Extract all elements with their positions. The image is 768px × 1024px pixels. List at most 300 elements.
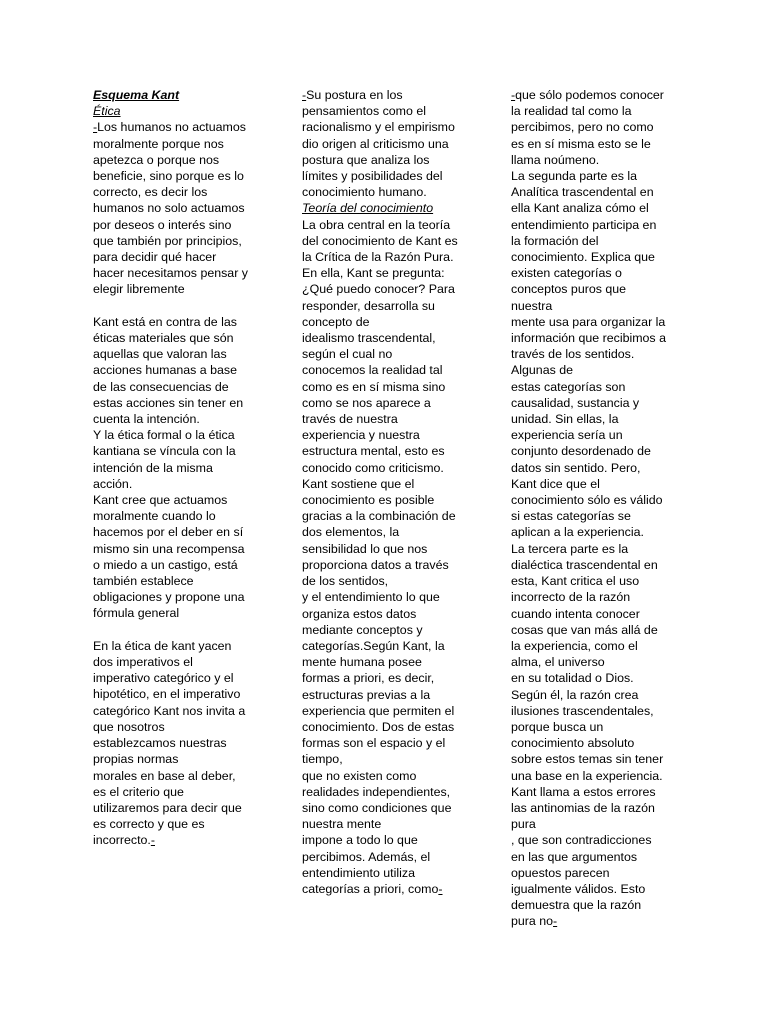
line-text: conocimiento sólo es válido (511, 493, 663, 508)
text-line (93, 751, 268, 767)
line-text: humanos no solo actuamos (93, 201, 245, 216)
line-text: organiza estos datos (302, 606, 417, 621)
line-text: moralmente cuando lo (93, 509, 216, 524)
text-line (302, 622, 477, 638)
text-line (93, 816, 268, 832)
line-text: morales en base al deber, (93, 768, 236, 783)
line-text: acciones humanas a base (93, 363, 237, 378)
text-line (302, 687, 477, 703)
line-text: Y la ética formal o la ética (93, 428, 235, 443)
line-text: mente humana posee (302, 655, 422, 670)
line-text: Su postura en los (306, 88, 403, 102)
line-text: dos elementos, la (302, 525, 400, 540)
text-line (511, 638, 686, 654)
text-line (511, 849, 686, 865)
text-line (93, 508, 268, 524)
text-line (302, 314, 477, 330)
text-line (302, 589, 477, 605)
dash-mark: - (302, 88, 307, 102)
line-text: estas acciones sin tener en (93, 395, 244, 410)
line-text: aquellas que valoran las (93, 347, 227, 362)
line-text: realidades independientes, (302, 784, 451, 799)
text-line (511, 670, 686, 686)
text-line (511, 330, 686, 346)
line-text: utilizaremos para decir que (93, 800, 242, 815)
text-line (93, 379, 268, 395)
line-text: es en sí misma esto se le (511, 136, 651, 151)
line-text: límites y posibilidades del (302, 169, 443, 184)
line-text: formas son el espacio y el (302, 736, 446, 751)
line-text: conjunto desordenado de (511, 444, 651, 459)
text-line (93, 265, 268, 281)
line-text: Ética (93, 104, 121, 119)
dash-mark: - (511, 88, 516, 102)
text-line (302, 362, 477, 378)
line-text: cosas que van más allá de (511, 622, 658, 637)
line-text: Algunas de (511, 363, 574, 378)
text-line (511, 233, 686, 249)
line-text: La tercera parte es la (511, 541, 629, 556)
line-text: pensamientos como el (302, 104, 426, 119)
line-text: percibimos. Además, el (302, 849, 431, 864)
column-teoria-conocimiento (302, 87, 477, 897)
text-line (511, 524, 686, 540)
line-text: través de nuestra (302, 412, 398, 427)
text-line (93, 152, 268, 168)
section-heading (93, 103, 268, 119)
line-text: Kant está en contra de las (93, 314, 237, 329)
line-text: aplican a la experiencia. (511, 525, 644, 540)
text-line (511, 443, 686, 459)
line-text: también establece (93, 574, 194, 589)
text-line (511, 719, 686, 735)
line-text: del conocimiento de Kant es (302, 233, 458, 248)
line-text: gracias a la combinación de (302, 509, 456, 524)
text-line (302, 541, 477, 557)
text-line (93, 557, 268, 573)
text-line (511, 427, 686, 443)
text-line (511, 249, 686, 265)
text-line (93, 589, 268, 605)
line-text: las antinomias de la razón (511, 800, 655, 815)
line-text: hipotético, en el imperativo (93, 687, 241, 702)
line-text: tiempo, (302, 752, 343, 767)
text-line (302, 719, 477, 735)
text-line (302, 87, 477, 103)
text-line (93, 832, 268, 848)
text-line (511, 152, 686, 168)
section-heading (302, 200, 477, 216)
line-text: en las que argumentos (511, 849, 638, 864)
text-line (93, 184, 268, 200)
line-text: experiencia que permiten el (302, 703, 455, 718)
line-text: Kant sostiene que el (302, 476, 415, 491)
text-line (93, 249, 268, 265)
text-line (302, 508, 477, 524)
line-text: categórico Kant nos invita a (93, 703, 246, 718)
text-line (93, 735, 268, 751)
text-line (302, 492, 477, 508)
dash-mark: - (150, 833, 155, 848)
text-line (511, 606, 686, 622)
line-text: racionalismo y el empirismo (302, 120, 455, 135)
text-line (511, 784, 686, 800)
line-text: entendimiento participa en (511, 217, 657, 232)
text-line (302, 233, 477, 249)
line-text: categorías a priori, como (302, 881, 439, 896)
text-line (302, 881, 477, 897)
line-text: cuenta la intención. (93, 412, 200, 427)
line-text: Kant llama a estos errores (511, 784, 656, 799)
text-line (93, 784, 268, 800)
text-line (93, 605, 268, 621)
text-line (93, 217, 268, 233)
text-line (511, 395, 686, 411)
text-line (93, 281, 268, 297)
line-text: mente usa para organizar la (511, 314, 666, 329)
text-line (93, 362, 268, 378)
text-line (302, 751, 477, 767)
text-line (511, 573, 686, 589)
line-text: mismo sin una recompensa (93, 541, 245, 556)
line-text: de las consecuencias de (93, 379, 229, 394)
line-text: cuando intenta conocer (511, 606, 640, 621)
text-line (93, 460, 268, 476)
line-text: apetezca o porque nos (93, 152, 220, 167)
line-text: demuestra que la razón (511, 898, 642, 913)
text-line (511, 735, 686, 751)
text-line (302, 395, 477, 411)
text-line (302, 411, 477, 427)
line-text: estructura mental, esto es (302, 444, 445, 459)
line-text: Teoría del conocimiento (302, 201, 434, 216)
line-text: la formación del (511, 233, 599, 248)
text-line (511, 314, 686, 330)
text-line (93, 395, 268, 411)
text-line (302, 476, 477, 492)
text-line (302, 670, 477, 686)
line-text: Analítica trascendental en (511, 185, 654, 200)
line-text: si estas categorías se (511, 509, 631, 524)
line-text: Kant dice que el (511, 476, 600, 491)
text-line (302, 606, 477, 622)
line-text: Kant cree que actuamos (93, 493, 228, 508)
blank-line (93, 298, 268, 314)
line-text: sino como condiciones que (302, 800, 452, 815)
text-line (511, 881, 686, 897)
line-text: existen categorías o (511, 266, 622, 281)
text-line (302, 735, 477, 751)
text-line (511, 816, 686, 832)
line-text: una base en la experiencia. (511, 768, 663, 783)
text-line (93, 330, 268, 346)
text-line (511, 379, 686, 395)
text-line (511, 492, 686, 508)
text-line (302, 249, 477, 265)
line-text: correcto, es decir los (93, 185, 208, 200)
line-text: conocemos la realidad tal (302, 363, 443, 378)
line-text: incorrecto. (93, 833, 151, 848)
line-text: dos imperativos el (93, 655, 193, 670)
text-line (511, 865, 686, 881)
text-line (511, 217, 686, 233)
text-line (511, 622, 686, 638)
line-text: , que son contradicciones (511, 833, 652, 848)
line-text: formas a priori, es decir, (302, 671, 435, 686)
line-text: kantiana se víncula con la (93, 444, 236, 459)
dash-mark: - (553, 914, 558, 929)
line-text: opuestos parecen (511, 865, 610, 880)
line-text: ella Kant analiza cómo el (511, 201, 649, 216)
line-text: hacemos por el deber en sí (93, 525, 244, 540)
line-text: elegir libremente (93, 282, 185, 297)
line-text: conocido como criticismo. (302, 460, 444, 475)
line-text: entendimiento utiliza (302, 865, 415, 880)
text-line (93, 670, 268, 686)
text-line (93, 119, 268, 135)
text-line (93, 719, 268, 735)
line-text: según el cual no (302, 347, 393, 362)
text-line (302, 184, 477, 200)
text-line (511, 541, 686, 557)
text-line (302, 638, 477, 654)
line-text: En la ética de kant yacen (93, 638, 232, 653)
text-line (93, 443, 268, 459)
line-text: o miedo a un castigo, está (93, 557, 238, 572)
line-text: establezcamos nuestras (93, 736, 227, 751)
line-text: llama noúmeno. (511, 152, 600, 167)
line-text: pura (511, 817, 536, 832)
line-text: experiencia sería un (511, 428, 623, 443)
line-text: conocimiento humano. (302, 185, 427, 200)
text-line (93, 411, 268, 427)
line-text: beneficie, sino porque es lo (93, 169, 244, 184)
line-text: moralmente porque nos (93, 136, 224, 151)
line-text: conocimiento absoluto (511, 736, 635, 751)
line-text: como es en sí misma sino (302, 379, 446, 394)
line-text: éticas materiales que són (93, 331, 234, 346)
line-text: la experiencia, como el (511, 638, 638, 653)
text-line (511, 265, 686, 281)
text-line (511, 557, 686, 573)
text-line (93, 654, 268, 670)
text-line (511, 119, 686, 135)
line-text: como se nos aparece a (302, 395, 431, 410)
text-line (93, 427, 268, 443)
line-text: acción. (93, 476, 133, 491)
line-text: que no existen como (302, 768, 417, 783)
line-text: es el criterio que (93, 784, 184, 799)
text-line (511, 687, 686, 703)
text-line (93, 768, 268, 784)
text-line (302, 281, 477, 297)
text-line (302, 103, 477, 119)
line-text: incorrecto de la razón (511, 590, 631, 605)
line-text: unidad. Sin ellas, la (511, 412, 619, 427)
text-line (93, 800, 268, 816)
text-line (93, 314, 268, 330)
text-line (511, 411, 686, 427)
text-line (511, 476, 686, 492)
text-line (302, 654, 477, 670)
text-line (511, 298, 686, 314)
text-line (93, 233, 268, 249)
line-text: experiencia y nuestra (302, 428, 420, 443)
line-text: igualmente válidos. Esto (511, 881, 646, 896)
line-text: concepto de (302, 314, 370, 329)
column-partes-critica (511, 87, 686, 930)
line-text: ¿Qué puedo conocer? Para (302, 282, 455, 297)
text-line (93, 573, 268, 589)
text-line (302, 849, 477, 865)
line-text: alma, el universo (511, 655, 605, 670)
text-line (511, 589, 686, 605)
text-line (93, 168, 268, 184)
text-line (302, 346, 477, 362)
text-line (93, 200, 268, 216)
text-line (511, 913, 686, 929)
line-text: conceptos puros que (511, 282, 627, 297)
line-text: estructuras previas a la (302, 687, 431, 702)
line-text: proporciona datos a través (302, 557, 449, 572)
text-line (93, 492, 268, 508)
line-text: conocimiento. Dos de estas (302, 719, 455, 734)
line-text: datos sin sentido. Pero, (511, 460, 641, 475)
line-text: información que recibimos a (511, 331, 666, 346)
text-line (302, 443, 477, 459)
line-text: estas categorías son (511, 379, 626, 394)
text-line (302, 379, 477, 395)
blank-line (93, 622, 268, 638)
text-line (93, 541, 268, 557)
line-text: en su totalidad o Dios. (511, 671, 634, 686)
text-line (302, 136, 477, 152)
line-text: la Crítica de la Razón Pura. (302, 250, 454, 265)
line-text: sobre estos temas sin tener (511, 752, 664, 767)
line-text: dio origen al criticismo una (302, 136, 449, 151)
text-line (302, 784, 477, 800)
line-text: imperativo categórico y el (93, 671, 234, 686)
text-line (302, 800, 477, 816)
text-line (302, 703, 477, 719)
line-text: conocimiento es posible (302, 493, 435, 508)
line-text: intención de la misma (93, 460, 213, 475)
text-line (511, 136, 686, 152)
line-text: La segunda parte es la (511, 169, 638, 184)
text-line (302, 865, 477, 881)
line-text: obligaciones y propone una (93, 590, 245, 605)
text-line (511, 281, 686, 297)
line-text: nuestra (511, 298, 553, 313)
text-line (511, 184, 686, 200)
line-text: la realidad tal como la (511, 104, 632, 119)
text-line (93, 524, 268, 540)
text-line (302, 573, 477, 589)
line-text: pura no (511, 914, 554, 929)
dash-mark: - (93, 120, 98, 135)
text-line (511, 800, 686, 816)
text-line (302, 816, 477, 832)
text-line (511, 897, 686, 913)
text-line (93, 686, 268, 702)
line-text: dialéctica trascendental en (511, 557, 658, 572)
text-line (511, 751, 686, 767)
text-line (93, 346, 268, 362)
text-line (511, 168, 686, 184)
text-line (93, 136, 268, 152)
line-text: postura que analiza los (302, 152, 430, 167)
line-text: nuestra mente (302, 817, 382, 832)
text-line (302, 119, 477, 135)
text-line (302, 427, 477, 443)
text-line (511, 703, 686, 719)
line-text: por deseos o interés sino (93, 217, 232, 232)
text-line (302, 152, 477, 168)
line-text: causalidad, sustancia y (511, 395, 640, 410)
line-text: fórmula general (93, 606, 180, 621)
line-text: que sólo podemos conocer (515, 88, 664, 102)
text-line (302, 832, 477, 848)
text-line (511, 87, 686, 103)
line-text: través de los sentidos. (511, 347, 635, 362)
line-text: categorías.Según Kant, la (302, 638, 445, 653)
text-line (511, 460, 686, 476)
line-text: que nosotros (93, 719, 165, 734)
line-text: idealismo trascendental, (302, 331, 436, 346)
text-line (302, 330, 477, 346)
text-line (302, 460, 477, 476)
text-line (93, 703, 268, 719)
line-text: es correcto y que es (93, 817, 205, 832)
text-line (511, 768, 686, 784)
line-text: responder, desarrolla su (302, 298, 435, 313)
line-text: impone a todo lo que (302, 833, 418, 848)
line-text: propias normas (93, 752, 179, 767)
line-text: conocimiento. Explica que (511, 250, 655, 265)
text-line (302, 168, 477, 184)
text-line (511, 362, 686, 378)
line-text: y el entendimiento lo que (302, 590, 440, 605)
line-text: que también por principios, (93, 233, 242, 248)
line-text: mediante conceptos y (302, 622, 423, 637)
line-text: Esquema Kant (93, 88, 180, 102)
line-text: para decidir qué hacer (93, 250, 217, 265)
line-text: de los sentidos, (302, 574, 389, 589)
text-line (511, 654, 686, 670)
text-line (302, 557, 477, 573)
text-line (93, 638, 268, 654)
text-line (302, 265, 477, 281)
text-line (302, 298, 477, 314)
line-text: La obra central en la teoría (302, 217, 451, 232)
text-line (511, 508, 686, 524)
line-text: Los humanos no actuamos (97, 120, 246, 135)
line-text: esta, Kant critica el uso (511, 574, 640, 589)
column-etica (93, 87, 268, 849)
line-text: porque busca un (511, 719, 604, 734)
line-text: sensibilidad lo que nos (302, 541, 428, 556)
text-line (302, 768, 477, 784)
line-text: percibimos, pero no como (511, 120, 654, 135)
text-line (511, 103, 686, 119)
text-line (302, 217, 477, 233)
text-line (511, 346, 686, 362)
text-line (511, 832, 686, 848)
text-line (93, 476, 268, 492)
text-line (302, 524, 477, 540)
document-title (93, 87, 268, 103)
dash-mark: - (438, 881, 443, 896)
